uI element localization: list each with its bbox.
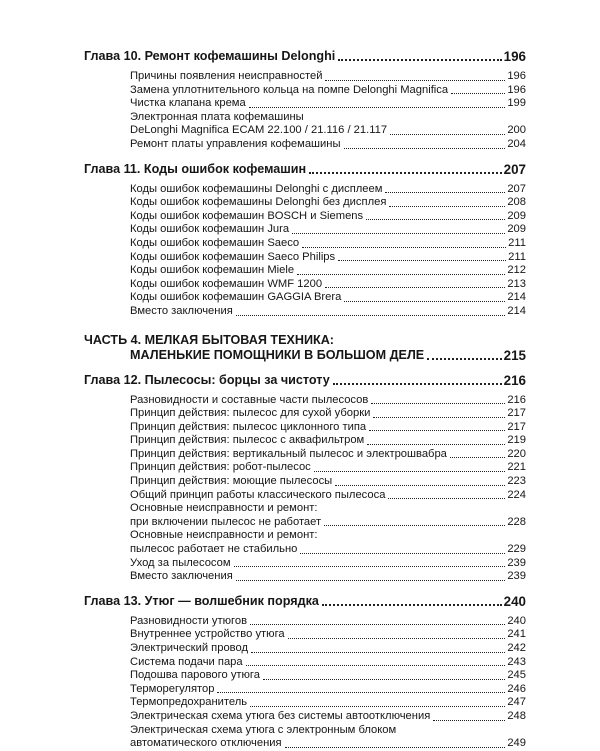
dot-leader xyxy=(236,315,506,316)
entry-title: Принцип действия: пылесос с аквафильтром xyxy=(130,434,365,447)
page-number: 211 xyxy=(508,236,526,249)
entry-title: Разновидности утюгов xyxy=(130,614,248,627)
chapter-heading[interactable] xyxy=(84,594,526,609)
page-number: 243 xyxy=(507,655,526,668)
toc-entry[interactable] xyxy=(130,461,526,475)
page-number: 248 xyxy=(507,709,526,722)
entry-title: DeLonghi Magnifica ECAM 22.100 / 21.116 / 21.117 xyxy=(130,124,388,137)
dot-leader xyxy=(285,747,506,748)
dot-leader xyxy=(263,679,505,680)
toc-entry[interactable] xyxy=(130,138,526,152)
toc-entry[interactable] xyxy=(130,407,526,421)
dot-leader xyxy=(344,148,506,149)
entry-title: Принцип действия: моющие пылесосы xyxy=(130,475,333,488)
dot-leader xyxy=(302,247,506,248)
page-number: 224 xyxy=(507,488,526,501)
page-number: 221 xyxy=(507,461,526,474)
entry-title: Принцип действия: пылесос для сухой уборки xyxy=(130,407,371,420)
entry-title: при включении пылесос не работает xyxy=(130,515,322,528)
toc-entry[interactable] xyxy=(130,278,526,292)
dot-leader xyxy=(309,172,502,174)
entry-title: Коды ошибок кофемашин GAGGIA Brera xyxy=(130,291,342,304)
page-number: 196 xyxy=(503,49,526,64)
entry-title: Электрический провод xyxy=(130,642,249,654)
toc-entry[interactable] xyxy=(130,669,526,683)
dot-leader xyxy=(324,525,505,526)
toc-entry[interactable] xyxy=(130,223,526,237)
table-of-contents xyxy=(84,49,526,751)
page-number: 249 xyxy=(507,737,526,750)
entry-title: пылесос работает не стабильно xyxy=(130,543,298,556)
toc-entry[interactable] xyxy=(130,196,526,210)
page-number: 228 xyxy=(507,515,526,528)
page-number: 216 xyxy=(507,393,526,406)
entry-title: Замена уплотнительного кольца на помпе Delonghi Magnifica xyxy=(130,83,449,96)
entry-title: Электрическая схема утюга без системы автоотключения xyxy=(130,709,431,722)
page-number: 216 xyxy=(503,372,526,388)
chapter-title: Глава 13. Утюг — волшебник порядка xyxy=(84,593,319,608)
page-number: 211 xyxy=(508,250,526,263)
toc-entry[interactable] xyxy=(130,124,526,138)
entry-title: Разновидности и составные части пылесосов xyxy=(130,393,369,406)
dot-leader xyxy=(300,553,505,554)
page-number: 214 xyxy=(507,304,526,317)
entry-title: Принцип действия: пылесос циклонного типа xyxy=(130,420,367,433)
page-number: 207 xyxy=(507,182,526,195)
toc-entry[interactable] xyxy=(130,615,526,629)
entry-title: Подошва парового утюга xyxy=(130,669,260,682)
dot-leader xyxy=(371,403,505,404)
chapter-title: Глава 12. Пылесосы: борцы за чистоту xyxy=(84,372,330,387)
entry-title: Коды ошибок кофемашин WMF 1200 xyxy=(130,277,323,290)
entry-title: Коды ошибок кофемашин Saeco xyxy=(130,236,300,249)
toc-entry[interactable] xyxy=(130,737,526,751)
dot-leader xyxy=(366,219,505,220)
entry-title: Коды ошибок кофемашин BOSCH и Siemens xyxy=(130,209,364,222)
page-number: 223 xyxy=(507,475,526,488)
entry-title: Коды ошибок кофемашин Miele xyxy=(130,264,295,277)
part-title-line: ЧАСТЬ 4. МЕЛКАЯ БЫТОВАЯ ТЕХНИКА: xyxy=(84,332,334,347)
entry-title-line: Электронная плата кофемашины xyxy=(130,110,304,123)
dot-leader xyxy=(314,471,506,472)
dot-leader xyxy=(217,692,505,693)
toc-entry[interactable] xyxy=(130,434,526,448)
toc-entry[interactable] xyxy=(130,448,526,462)
page-number: 240 xyxy=(503,593,526,609)
toc-entry[interactable] xyxy=(130,394,526,408)
toc-entry[interactable] xyxy=(130,516,526,530)
entry-title: Коды ошибок кофемашин Jura xyxy=(130,223,290,236)
toc-entry[interactable] xyxy=(130,97,526,111)
page-number: 204 xyxy=(507,137,526,150)
toc-entry[interactable] xyxy=(130,642,526,656)
entry-title: Коды ошибок кофемашин Saeco Philips xyxy=(130,250,336,263)
page-number: 240 xyxy=(507,614,526,627)
page-number: 200 xyxy=(507,124,526,137)
dot-leader xyxy=(335,485,505,486)
dot-leader xyxy=(292,233,505,234)
dot-leader xyxy=(389,206,505,207)
dot-leader xyxy=(251,652,505,653)
dot-leader xyxy=(451,93,505,94)
entry-title: Причины появления неисправностей xyxy=(130,70,323,82)
page-number: 196 xyxy=(507,70,526,82)
toc-entry[interactable] xyxy=(130,683,526,697)
chapter-heading[interactable] xyxy=(84,49,526,64)
page-number: 219 xyxy=(507,434,526,447)
part-title: МАЛЕНЬКИЕ ПОМОЩНИКИ В БОЛЬШОМ ДЕЛЕ xyxy=(130,347,425,362)
entry-title: Принцип действия: вертикальный пылесос и электрошвабра xyxy=(130,447,447,460)
dot-leader xyxy=(388,498,505,499)
dot-leader xyxy=(338,59,501,61)
entry-title: Термопредохранитель xyxy=(130,696,248,709)
dot-leader xyxy=(344,301,505,302)
page-number: 212 xyxy=(507,264,526,277)
entry-title: Система подачи пара xyxy=(130,655,243,668)
page-number: 239 xyxy=(507,556,526,569)
entry-title: Терморегулятор xyxy=(130,682,215,695)
dot-leader xyxy=(325,80,505,81)
dot-leader xyxy=(234,566,506,567)
page-number: 247 xyxy=(507,696,526,709)
entry-title-line: Электрическая схема утюга с электронным блоком xyxy=(130,723,397,736)
dot-leader xyxy=(433,720,505,721)
chapter-heading[interactable] xyxy=(84,162,526,177)
entry-title: Общий принцип работы классического пылесоса xyxy=(130,488,386,501)
toc-entry[interactable] xyxy=(130,421,526,435)
toc-entry[interactable] xyxy=(130,264,526,278)
page-number: 208 xyxy=(507,196,526,209)
dot-leader xyxy=(236,580,506,581)
dot-leader xyxy=(333,383,502,385)
dot-leader xyxy=(249,107,506,108)
page-number: 209 xyxy=(507,223,526,236)
dot-leader xyxy=(250,706,505,707)
toc-entry[interactable] xyxy=(130,557,526,571)
page-number: 246 xyxy=(507,682,526,695)
toc-entry[interactable] xyxy=(130,291,526,305)
page-number: 242 xyxy=(507,642,526,654)
page-number: 199 xyxy=(507,97,526,110)
page-number: 220 xyxy=(507,447,526,460)
toc-entry[interactable] xyxy=(130,696,526,710)
entry-title-line: Основные неисправности и ремонт: xyxy=(130,502,318,515)
page-number: 217 xyxy=(507,420,526,433)
chapter-heading[interactable] xyxy=(84,373,526,388)
toc-entry[interactable] xyxy=(130,489,526,503)
toc-entry[interactable] xyxy=(130,475,526,489)
entry-title: Чистка клапана крема xyxy=(130,97,246,110)
entry-title: Вместо заключения xyxy=(130,570,233,583)
toc-entry[interactable] xyxy=(130,628,526,642)
entry-title: автоматического отключения xyxy=(130,737,282,750)
dot-leader xyxy=(385,192,505,193)
dot-leader xyxy=(338,260,506,261)
toc-entry[interactable] xyxy=(130,237,526,251)
entry-title: Уход за пылесосом xyxy=(130,556,231,569)
entry-title: Ремонт платы управления кофемашины xyxy=(130,137,341,150)
dot-leader xyxy=(246,665,506,666)
page-number: 196 xyxy=(507,83,526,96)
toc-entry[interactable] xyxy=(130,183,526,197)
toc-entry[interactable] xyxy=(130,543,526,557)
dot-leader xyxy=(390,134,505,135)
toc-entry[interactable] xyxy=(130,70,526,84)
entry-title-line: Основные неисправности и ремонт: xyxy=(130,529,318,542)
part-heading[interactable] xyxy=(130,348,526,363)
dot-leader xyxy=(450,457,505,458)
dot-leader xyxy=(288,638,506,639)
dot-leader xyxy=(367,444,505,445)
chapter-title: Глава 10. Ремонт кофемашины Delonghi xyxy=(84,49,336,63)
dot-leader xyxy=(297,274,505,275)
page-number: 215 xyxy=(503,347,526,363)
toc-entry[interactable] xyxy=(130,251,526,265)
toc-entry[interactable] xyxy=(130,710,526,724)
page-number: 207 xyxy=(503,161,526,177)
chapter-title: Глава 11. Коды ошибок кофемашин xyxy=(84,161,307,176)
page-number: 239 xyxy=(507,570,526,583)
dot-leader xyxy=(325,287,505,288)
dot-leader xyxy=(369,430,505,431)
page-number: 245 xyxy=(507,669,526,682)
page-number: 213 xyxy=(507,277,526,290)
toc-entry[interactable] xyxy=(130,570,526,584)
entry-title: Вместо заключения xyxy=(130,304,233,317)
toc-entry[interactable] xyxy=(130,656,526,670)
page-number: 241 xyxy=(507,628,526,641)
dot-leader xyxy=(322,604,502,606)
dot-leader xyxy=(373,417,505,418)
entry-title: Принцип действия: робот-пылесос xyxy=(130,461,311,474)
dot-leader xyxy=(250,624,505,625)
entry-title: Коды ошибок кофемашины Delonghi с дисплеем xyxy=(130,182,383,195)
entry-title: Коды ошибок кофемашины Delonghi без дисплея xyxy=(130,196,387,209)
toc-entry[interactable] xyxy=(130,84,526,98)
page-number: 217 xyxy=(507,407,526,420)
toc-entry[interactable] xyxy=(130,305,526,319)
page-number: 209 xyxy=(507,209,526,222)
page-number: 229 xyxy=(507,543,526,556)
toc-entry[interactable] xyxy=(130,210,526,224)
entry-title: Внутреннее устройство утюга xyxy=(130,628,285,641)
page-number: 214 xyxy=(507,291,526,304)
dot-leader xyxy=(427,358,501,360)
